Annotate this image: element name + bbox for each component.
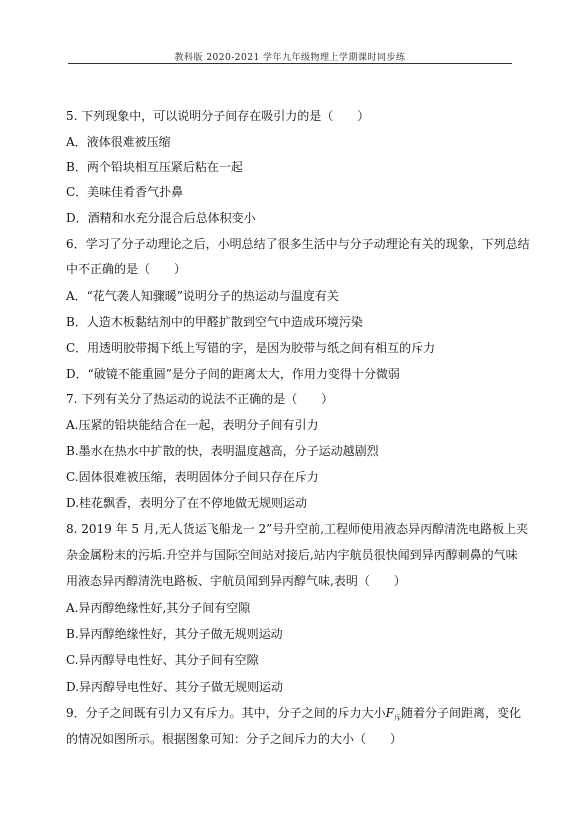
q8-option-b: B.异丙醇绝缘性好，其分子做无规则运动 bbox=[66, 627, 283, 641]
q8-option-d: D.异丙醇导电性好、其分子做无规则运动 bbox=[66, 680, 284, 694]
q8-stem-line2: 杂金属粉末的污垢.升空并与国际空间站对接后,站内宇航员很快闻到异丙醇刺鼻的气味 bbox=[66, 548, 518, 562]
q9-stem-post: 随着分子间距离，变化 bbox=[400, 706, 521, 720]
header-divider bbox=[68, 63, 512, 64]
q8-option-a: A.异丙醇绝缘性好,其分子间有空隙 bbox=[66, 601, 251, 615]
q7-option-c: C.固体很难被压缩，表明固体分子间只存在斥力 bbox=[66, 470, 319, 484]
q6-stem-line1: 6．学习了分子动理论之后，小明总结了很多生活中与分子动理论有关的现象，下列总结 bbox=[66, 237, 530, 251]
q7-stem: 7. 下列有关分了热运动的说法不正确的是（ ） bbox=[66, 392, 334, 406]
q5-option-a: A．液体很难被压缩 bbox=[66, 135, 171, 149]
q7-option-b: B.墨水在热水中扩散的快，表明温度越高，分子运动越剧烈 bbox=[66, 444, 379, 458]
q6-option-a: A．“花气袭人知骤暖”说明分子的热运动与温度有关 bbox=[66, 289, 339, 303]
q9-stem-pre: 9．分子之间既有引力又有斥力。其中，分子之间的斥力大小 bbox=[66, 706, 386, 720]
q6-option-b: B．人造木板黏结剂中的甲醛扩散到空气中造成环境污染 bbox=[66, 315, 363, 329]
q6-option-d: D．“破镜不能重圆”是分子间的距离太大，作用力变得十分微弱 bbox=[66, 367, 400, 381]
q7-option-a: A.压紧的铅块能结合在一起，表明分子间有引力 bbox=[66, 418, 319, 432]
q5-option-c: C．美味佳肴香气扑鼻 bbox=[66, 185, 184, 199]
q8-stem-line3: 用液态异丙醇清洗电路板、宇航员闻到异丙醇气味,表明（ ） bbox=[66, 574, 406, 588]
q6-stem-line2: 中不正确的是（ ） bbox=[66, 262, 187, 276]
q8-option-c: C.异丙醇导电性好、其分子间有空隙 bbox=[66, 653, 259, 667]
q5-option-b: B．两个铅块相互压紧后粘在一起 bbox=[66, 160, 243, 174]
q8-stem-line1: 8. 2019 年 5 月,无人货运飞船龙一 2”号升空前,工程师使用液态异丙醇清洗电路板上夹 bbox=[66, 522, 529, 536]
q5-stem: 5. 下列现象中，可以说明分子间存在吸引力的是（ ） bbox=[66, 109, 370, 123]
q6-option-c: C．用透明胶带揭下纸上写错的字，是因为胶带与纸之间有相互的斥力 bbox=[66, 341, 436, 355]
q9-stem-line1 bbox=[66, 706, 521, 725]
page-header: 教科版 2020-2021 学年九年级物理上学期课时同步练 bbox=[174, 53, 406, 63]
q9-stem-line2: 的情况如图所示。根据图象可知：分子之间斥力的大小（ ） bbox=[66, 732, 403, 746]
q7-option-d: D.桂花飘香，表明分了在不停地做无规则运动 bbox=[66, 496, 308, 510]
repulsive-force-subscript: 斥 bbox=[393, 714, 401, 722]
q5-option-d: D．酒精和水充分混合后总体积变小 bbox=[66, 211, 256, 225]
repulsive-force-symbol: F bbox=[385, 706, 394, 720]
